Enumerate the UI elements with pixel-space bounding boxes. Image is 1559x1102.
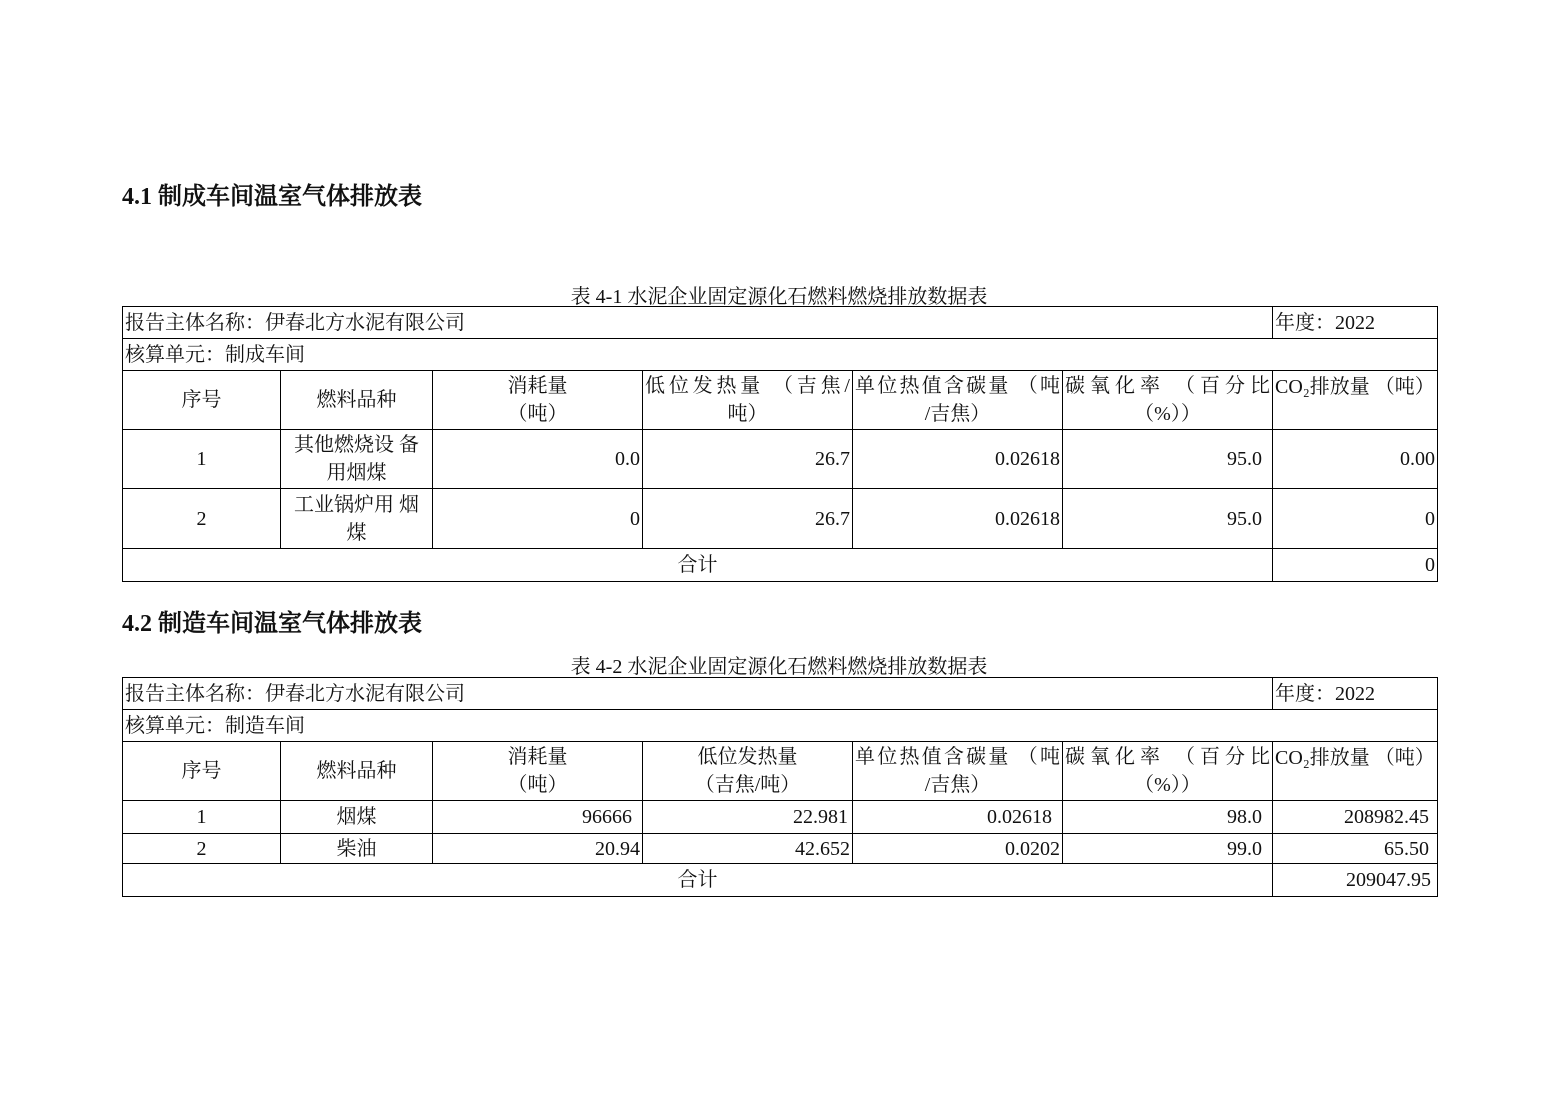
emission-table-4-1: [122, 306, 1438, 582]
table-row: [123, 489, 1438, 549]
reporter-name: 报告主体名称：伊春北方水泥有限公司: [123, 678, 1273, 710]
cell-heat: 26.7: [643, 430, 853, 489]
reporter-name: 报告主体名称：伊春北方水泥有限公司: [123, 307, 1273, 339]
header-consumption: 消耗量 （吨）: [433, 371, 643, 430]
header-consumption: 消耗量 （吨）: [433, 742, 643, 801]
table-caption-4-2: 表 4-2 水泥企业固定源化石燃料燃烧排放数据表: [570, 656, 988, 678]
report-year: 年度：2022: [1273, 678, 1438, 710]
header-seq: 序号: [123, 742, 281, 801]
table-meta-row: [123, 339, 1438, 371]
emission-table-4-2: [122, 677, 1438, 897]
table-row: [123, 834, 1438, 864]
header-oxidation: 碳氧化率 （百分比 （%））: [1063, 371, 1273, 430]
table-header-row: [123, 742, 1438, 801]
cell-seq: 2: [123, 489, 281, 549]
cell-heat: 42.652: [643, 834, 853, 864]
header-seq: 序号: [123, 371, 281, 430]
table-caption-4-1: 表 4-1 水泥企业固定源化石燃料燃烧排放数据表: [570, 286, 988, 308]
header-heat: 低位发热量 （吉焦/ 吨）: [643, 371, 853, 430]
header-oxidation: 碳氧化率 （百分比 （%））: [1063, 742, 1273, 801]
cell-oxidation: 99.0: [1063, 834, 1273, 864]
cell-seq: 1: [123, 430, 281, 489]
cell-carbon: 0.02618: [853, 801, 1063, 834]
report-year: 年度：2022: [1273, 307, 1438, 339]
cell-seq: 2: [123, 834, 281, 864]
total-value: 0: [1273, 549, 1438, 582]
total-label: 合计: [123, 864, 1273, 897]
table-row: [123, 801, 1438, 834]
table-header-row: [123, 371, 1438, 430]
cell-heat: 26.7: [643, 489, 853, 549]
cell-emission: 0.00: [1273, 430, 1438, 489]
header-carbon: 单位热值含碳量 （吨 /吉焦）: [853, 371, 1063, 430]
cell-consumption: 0: [433, 489, 643, 549]
header-emission: CO₂排放量 （吨）: [1273, 371, 1438, 430]
table-meta-row: [123, 710, 1438, 742]
header-carbon: 单位热值含碳量 （吨 /吉焦）: [853, 742, 1063, 801]
cell-carbon: 0.0202: [853, 834, 1063, 864]
accounting-unit: 核算单元：制成车间: [123, 339, 1438, 371]
cell-heat: 22.981: [643, 801, 853, 834]
cell-carbon: 0.02618: [853, 489, 1063, 549]
cell-oxidation: 98.0: [1063, 801, 1273, 834]
cell-seq: 1: [123, 801, 281, 834]
cell-emission: 65.50: [1273, 834, 1438, 864]
total-label: 合计: [123, 549, 1273, 582]
cell-fuel: 其他燃烧设 备 用烟煤: [281, 430, 433, 489]
cell-emission: 208982.45: [1273, 801, 1438, 834]
header-fuel: 燃料品种: [281, 742, 433, 801]
cell-consumption: 0.0: [433, 430, 643, 489]
table-row: [123, 430, 1438, 489]
header-heat: 低位发热量 （吉焦/吨）: [643, 742, 853, 801]
cell-oxidation: 95.0: [1063, 489, 1273, 549]
section-heading-4-2: 4.2 制造车间温室气体排放表: [122, 611, 422, 637]
header-emission: CO₂排放量 （吨）: [1273, 742, 1438, 801]
cell-oxidation: 95.0: [1063, 430, 1273, 489]
table-total-row: [123, 864, 1438, 897]
cell-fuel: 工业锅炉用 烟 煤: [281, 489, 433, 549]
table-total-row: [123, 549, 1438, 582]
cell-emission: 0: [1273, 489, 1438, 549]
total-value: 209047.95: [1273, 864, 1438, 897]
cell-fuel: 柴油: [281, 834, 433, 864]
section-heading-4-1: 4.1 制成车间温室气体排放表: [122, 184, 422, 210]
cell-consumption: 96666: [433, 801, 643, 834]
cell-carbon: 0.02618: [853, 430, 1063, 489]
table-meta-row: [123, 307, 1438, 339]
cell-consumption: 20.94: [433, 834, 643, 864]
table-meta-row: [123, 678, 1438, 710]
header-fuel: 燃料品种: [281, 371, 433, 430]
accounting-unit: 核算单元：制造车间: [123, 710, 1438, 742]
cell-fuel: 烟煤: [281, 801, 433, 834]
